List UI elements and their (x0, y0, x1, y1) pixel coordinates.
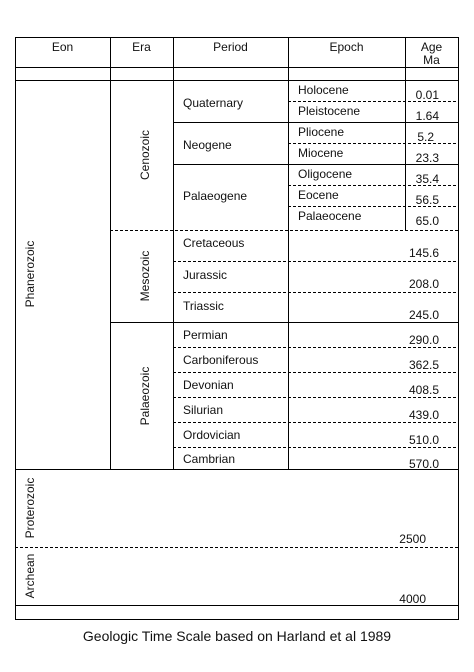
period-jurassic: Jurassic (183, 268, 228, 282)
period-devonian: Devonian (183, 378, 234, 392)
epoch-miocene: Miocene (298, 146, 344, 160)
era-palaeozoic: Palaeozoic (138, 366, 152, 426)
age-eocene: 56.5 (415, 193, 439, 207)
age-holocene: 0.01 (415, 88, 439, 102)
age-pleistocene: 1.64 (415, 109, 439, 123)
epoch-holocene: Holocene (298, 83, 349, 97)
period-quaternary: Quaternary (183, 96, 244, 110)
age-jurassic: 208.0 (408, 277, 439, 291)
age-carboniferous: 362.5 (408, 358, 439, 372)
era-cenozoic: Cenozoic (138, 129, 152, 181)
header-period: Period (213, 40, 248, 54)
period-cambrian: Cambrian (183, 452, 236, 466)
epoch-palaeocene: Palaeocene (298, 209, 362, 223)
period-carboniferous: Carboniferous (183, 353, 259, 367)
header-age-unit: Ma (423, 53, 440, 67)
age-devonian: 408.5 (408, 383, 439, 397)
eon-archean: Archean (23, 553, 37, 599)
figure-caption: Geologic Time Scale based on Harland et al 1989 (82, 628, 392, 644)
age-proterozoic: 2500 (399, 532, 426, 546)
epoch-pleistocene: Pleistocene (298, 104, 361, 118)
eon-phanerozoic: Phanerozoic (23, 240, 37, 308)
header-epoch: Epoch (329, 40, 364, 54)
header-eon: Eon (51, 40, 74, 54)
period-palaeogene: Palaeogene (183, 189, 248, 203)
age-triassic: 245.0 (408, 308, 439, 322)
age-cretaceous: 145.6 (408, 246, 439, 260)
period-triassic: Triassic (183, 299, 224, 313)
age-palaeocene: 65.0 (415, 214, 439, 228)
age-archean: 4000 (399, 592, 426, 606)
epoch-oligocene: Oligocene (298, 167, 353, 181)
era-mesozoic: Mesozoic (138, 250, 152, 302)
age-miocene: 23.3 (415, 151, 439, 165)
period-neogene: Neogene (183, 138, 232, 152)
age-ordovician: 510.0 (408, 433, 439, 447)
age-cambrian: 570.0 (408, 457, 439, 471)
eon-proterozoic: Proterozoic (23, 477, 37, 539)
header-era: Era (132, 40, 151, 54)
age-permian: 290.0 (408, 333, 439, 347)
epoch-eocene: Eocene (298, 188, 339, 202)
age-oligocene: 35.4 (415, 172, 439, 186)
period-ordovician: Ordovician (183, 428, 241, 442)
header-age: Age (420, 40, 443, 54)
epoch-pliocene: Pliocene (298, 125, 345, 139)
age-silurian: 439.0 (408, 408, 439, 422)
age-pliocene: 5.2 (417, 130, 434, 144)
period-cretaceous: Cretaceous (183, 236, 245, 250)
period-silurian: Silurian (183, 403, 224, 417)
period-permian: Permian (183, 328, 228, 342)
